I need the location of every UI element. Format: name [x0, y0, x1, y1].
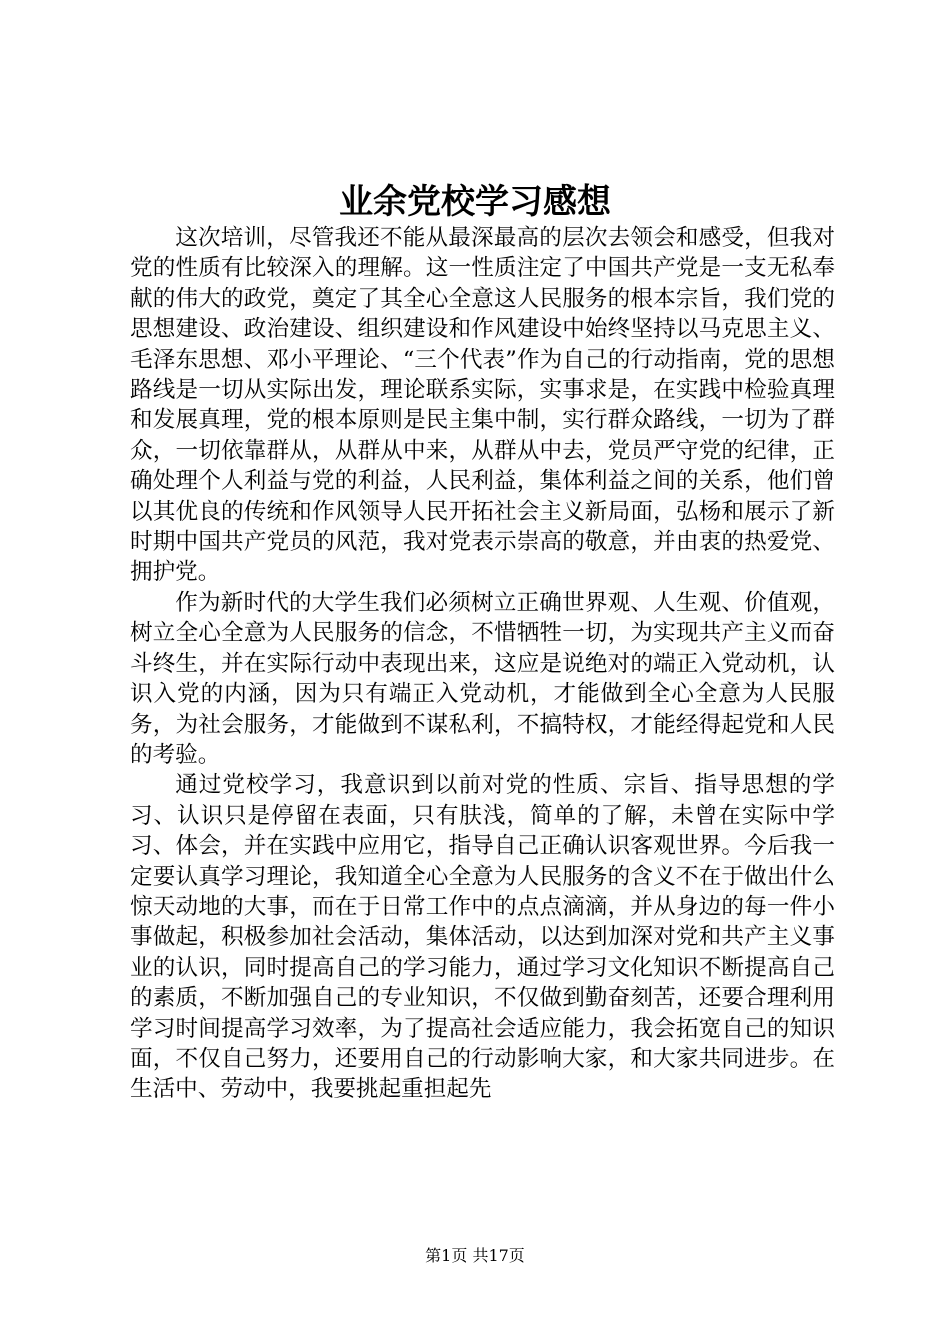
- paragraph-1: 这次培训，尽管我还不能从最深最高的层次去领会和感受，但我对党的性质有比较深入的理解。这一性质注定了中国共产党是一支无私奉献的伟大的政党，奠定了其全心全意这人民服务的根本宗旨，我们党的思想建设、政治建设、组织建设和作风建设中始终坚持以马克思主义、毛泽东思想、邓小平理论、“三个代表”作为自己的行动指南，党的思想路线是一切从实际出发，理论联系实际，实事求是，在实践中检验真理和发展真理，党的根本原则是民主集中制，实行群众路线，一切为了群众，一切依靠群从，从群从中来，从群从中去，党员严守党的纪律，正确处理个人利益与党的利益，人民利益，集体利益之间的关系，他们曾以其优良的传统和作风领导人民开拓社会主义新局面，弘杨和展示了新时期中国共产党员的风范，我对党表示崇高的敬意，并由衷的热爱党、拥护党。: [130, 225, 835, 586]
- document-title: 业余党校学习感想: [339, 182, 611, 222]
- document-body: [130, 223, 835, 1105]
- page-number-footer: 第1页 共17页: [425, 1246, 525, 1265]
- paragraph-3: 通过党校学习，我意识到以前对党的性质、宗旨、指导思想的学习、认识只是停留在表面，只有肤浅，简单的了解，未曾在实际中学习、体会，并在实践中应用它，指导自己正确认识客观世界。今后我一定要认真学习理论，我知道全心全意为人民服务的含义不在于做出什么惊天动地的大事，而在于日常工作中的点点滴滴，并从身边的每一件小事做起，积极参加社会活动，集体活动，以达到加深对党和共产主义事业的认识，同时提高自己的学习能力，通过学习文化知识不断提高自己的素质，不断加强自己的专业知识，不仅做到勤奋刻苦，还要合理利用学习时间提高学习效率，为了提高社会适应能力，我会拓宽自己的知识面，不仅自己努力，还要用自己的行动影响大家，和大家共同进步。在生活中、劳动中，我要挑起重担起先: [130, 772, 835, 1103]
- paragraph-2: 作为新时代的大学生我们必须树立正确世界观、人生观、价值观，树立全心全意为人民服务的信念，不惜牺牲一切，为实现共产主义而奋斗终生，并在实际行动中表现出来，这应是说绝对的端正入党动机，认识入党的内涵，因为只有端正入党动机，才能做到全心全意为人民服务，为社会服务，才能做到不谋私利，不搞特权，才能经得起党和人民的考验。: [130, 589, 835, 768]
